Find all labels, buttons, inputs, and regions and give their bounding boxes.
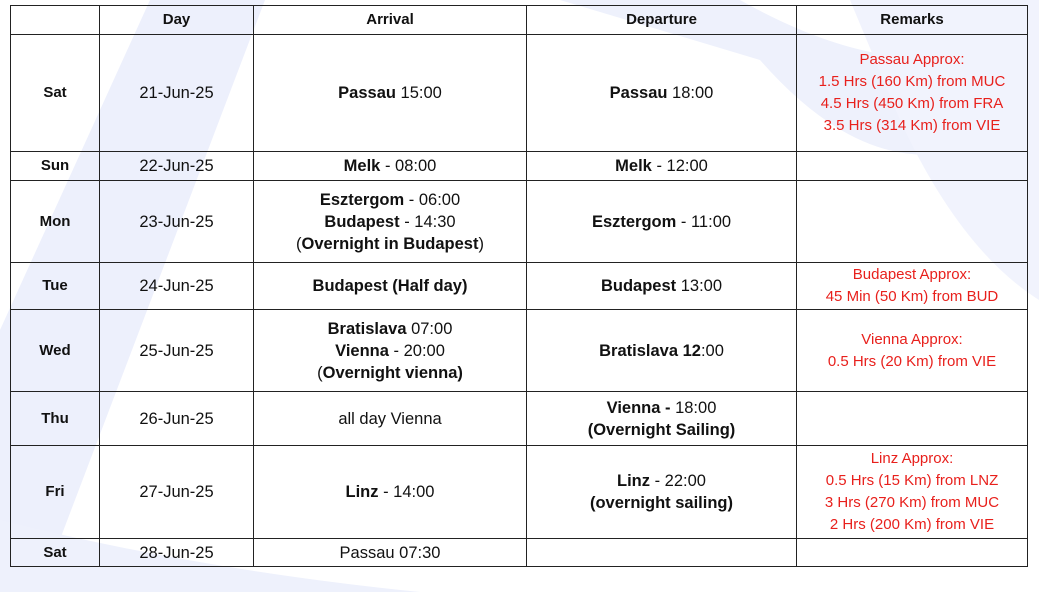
remarks-cell: [797, 181, 1028, 263]
departure-line: [531, 470, 792, 492]
arrival-place: Overnight in Budapest: [301, 234, 479, 253]
table-row: [11, 35, 1028, 152]
arrival-place: Esztergom: [319, 190, 405, 209]
departure-line: [531, 492, 792, 514]
arrival-line: [258, 362, 522, 384]
arrival-place: Overnight vienna): [322, 363, 463, 382]
arrival-line: [258, 542, 522, 564]
remarks-cell: [797, 263, 1028, 310]
remarks-line: 3.5 Hrs (314 Km) from VIE: [823, 117, 1001, 134]
day-of-week-cell: Wed: [11, 310, 100, 392]
date-cell: 28-Jun-25: [100, 539, 254, 567]
arrival-line: [258, 318, 522, 340]
arrival-line: [258, 82, 522, 104]
remarks-cell: [797, 152, 1028, 181]
arrival-prefix: (: [296, 234, 302, 253]
departure-time: 18:00: [667, 84, 714, 102]
arrival-line: [258, 408, 522, 430]
departure-cell: [527, 181, 797, 263]
date-cell: 23-Jun-25: [100, 181, 254, 263]
day-of-week-cell: Thu: [11, 392, 100, 446]
departure-place: (overnight sailing): [589, 494, 733, 512]
departure-time: - 11:00: [676, 212, 732, 231]
remarks-cell: [797, 446, 1028, 539]
day-of-week-cell: Fri: [11, 446, 100, 539]
remarks-line: 1.5 Hrs (160 Km) from MUC: [818, 73, 1006, 90]
table-row: [11, 152, 1028, 181]
day-of-week-cell: Sun: [11, 152, 100, 181]
departure-line: [531, 155, 792, 177]
departure-place: Passau: [609, 84, 668, 102]
remarks-line: 3 Hrs (270 Km) from MUC: [824, 494, 1000, 511]
remarks-cell: [797, 310, 1028, 392]
arrival-cell: [254, 152, 527, 181]
table-row: [11, 310, 1028, 392]
remarks-line: Vienna Approx:: [861, 330, 963, 348]
table-row: [11, 392, 1028, 446]
arrival-place: Vienna: [335, 341, 389, 360]
departure-line: [531, 211, 792, 233]
header-blank: [11, 6, 100, 35]
header-departure: Departure: [527, 6, 797, 35]
day-of-week-cell: Sat: [11, 539, 100, 567]
departure-place: Esztergom: [591, 212, 677, 231]
arrival-time: - 08:00: [380, 157, 437, 175]
arrival-time: - 20:00: [388, 341, 445, 360]
arrival-time: - 14:30: [399, 212, 456, 231]
departure-place: Vienna -: [606, 398, 671, 417]
remarks-cell: [797, 35, 1028, 152]
remarks-line: 0.5 Hrs (20 Km) from VIE: [827, 352, 997, 370]
table-row: [11, 263, 1028, 310]
remarks-cell: [797, 392, 1028, 446]
departure-line: [531, 82, 792, 104]
itinerary-table: [10, 5, 1028, 567]
header-row: [11, 6, 1028, 35]
departure-time: - 12:00: [651, 157, 708, 175]
departure-time: - 22:00: [650, 472, 706, 490]
day-of-week-cell: Sat: [11, 35, 100, 152]
departure-cell: [527, 263, 797, 310]
arrival-cell: [254, 392, 527, 446]
arrival-cell: [254, 310, 527, 392]
arrival-time: 15:00: [395, 84, 442, 102]
arrival-place: Budapest: [324, 212, 400, 231]
departure-line: [531, 397, 792, 419]
remarks-line: 2 Hrs (200 Km) from VIE: [829, 516, 995, 533]
date-cell: 22-Jun-25: [100, 152, 254, 181]
departure-place: Budapest: [600, 277, 677, 295]
arrival-line: [258, 275, 522, 297]
arrival-time: - 06:00: [404, 190, 461, 209]
arrival-place: Passau: [338, 84, 396, 102]
day-of-week-cell: Tue: [11, 263, 100, 310]
table-row: [11, 181, 1028, 263]
arrival-line: [258, 211, 522, 233]
table-row: [11, 539, 1028, 567]
departure-place: (Overnight Sailing): [587, 420, 736, 439]
remarks-line: Budapest Approx:: [852, 266, 972, 283]
arrival-line: [258, 155, 522, 177]
remarks-line: Passau Approx:: [859, 51, 965, 68]
arrival-cell: [254, 539, 527, 567]
header-day: Day: [100, 6, 254, 35]
arrival-time: Passau 07:30: [339, 543, 441, 562]
date-cell: 24-Jun-25: [100, 263, 254, 310]
arrival-cell: [254, 35, 527, 152]
date-cell: 25-Jun-25: [100, 310, 254, 392]
arrival-cell: [254, 181, 527, 263]
remarks-line: 4.5 Hrs (450 Km) from FRA: [820, 95, 1004, 112]
departure-place: Bratislava 12: [599, 341, 701, 360]
arrival-line: [258, 189, 522, 211]
departure-place: Melk: [615, 157, 652, 175]
arrival-place: Linz: [345, 483, 379, 501]
departure-time: 18:00: [670, 398, 717, 417]
arrival-time: all day Vienna: [338, 409, 442, 428]
departure-cell: [527, 310, 797, 392]
departure-cell: [527, 392, 797, 446]
departure-line: [531, 275, 792, 297]
arrival-cell: [254, 446, 527, 539]
day-of-week-cell: Mon: [11, 181, 100, 263]
arrival-line: [258, 481, 522, 503]
departure-line: [531, 340, 792, 362]
arrival-place: Budapest (Half day): [312, 277, 468, 295]
date-cell: 27-Jun-25: [100, 446, 254, 539]
departure-place: Linz: [617, 472, 651, 490]
arrival-place: Bratislava: [327, 319, 407, 338]
remarks-line: Linz Approx:: [870, 450, 954, 467]
arrival-place: Melk: [343, 157, 381, 175]
remarks-cell: [797, 539, 1028, 567]
departure-cell: [527, 152, 797, 181]
remarks-line: 45 Min (50 Km) from BUD: [825, 288, 999, 305]
remarks-line: 0.5 Hrs (15 Km) from LNZ: [825, 472, 999, 489]
arrival-line: [258, 233, 522, 255]
departure-cell: [527, 35, 797, 152]
arrival-cell: [254, 263, 527, 310]
arrival-prefix: (: [317, 363, 323, 382]
header-remarks: Remarks: [797, 6, 1028, 35]
table-row: [11, 446, 1028, 539]
departure-cell: [527, 446, 797, 539]
arrival-time: ): [478, 234, 484, 253]
arrival-line: [258, 340, 522, 362]
departure-line: [531, 419, 792, 441]
arrival-time: 07:00: [406, 319, 453, 338]
arrival-time: - 14:00: [378, 483, 435, 501]
header-arrival: Arrival: [254, 6, 527, 35]
departure-cell: [527, 539, 797, 567]
date-cell: 26-Jun-25: [100, 392, 254, 446]
departure-time: 13:00: [676, 277, 723, 295]
departure-time: :00: [700, 341, 724, 360]
date-cell: 21-Jun-25: [100, 35, 254, 152]
